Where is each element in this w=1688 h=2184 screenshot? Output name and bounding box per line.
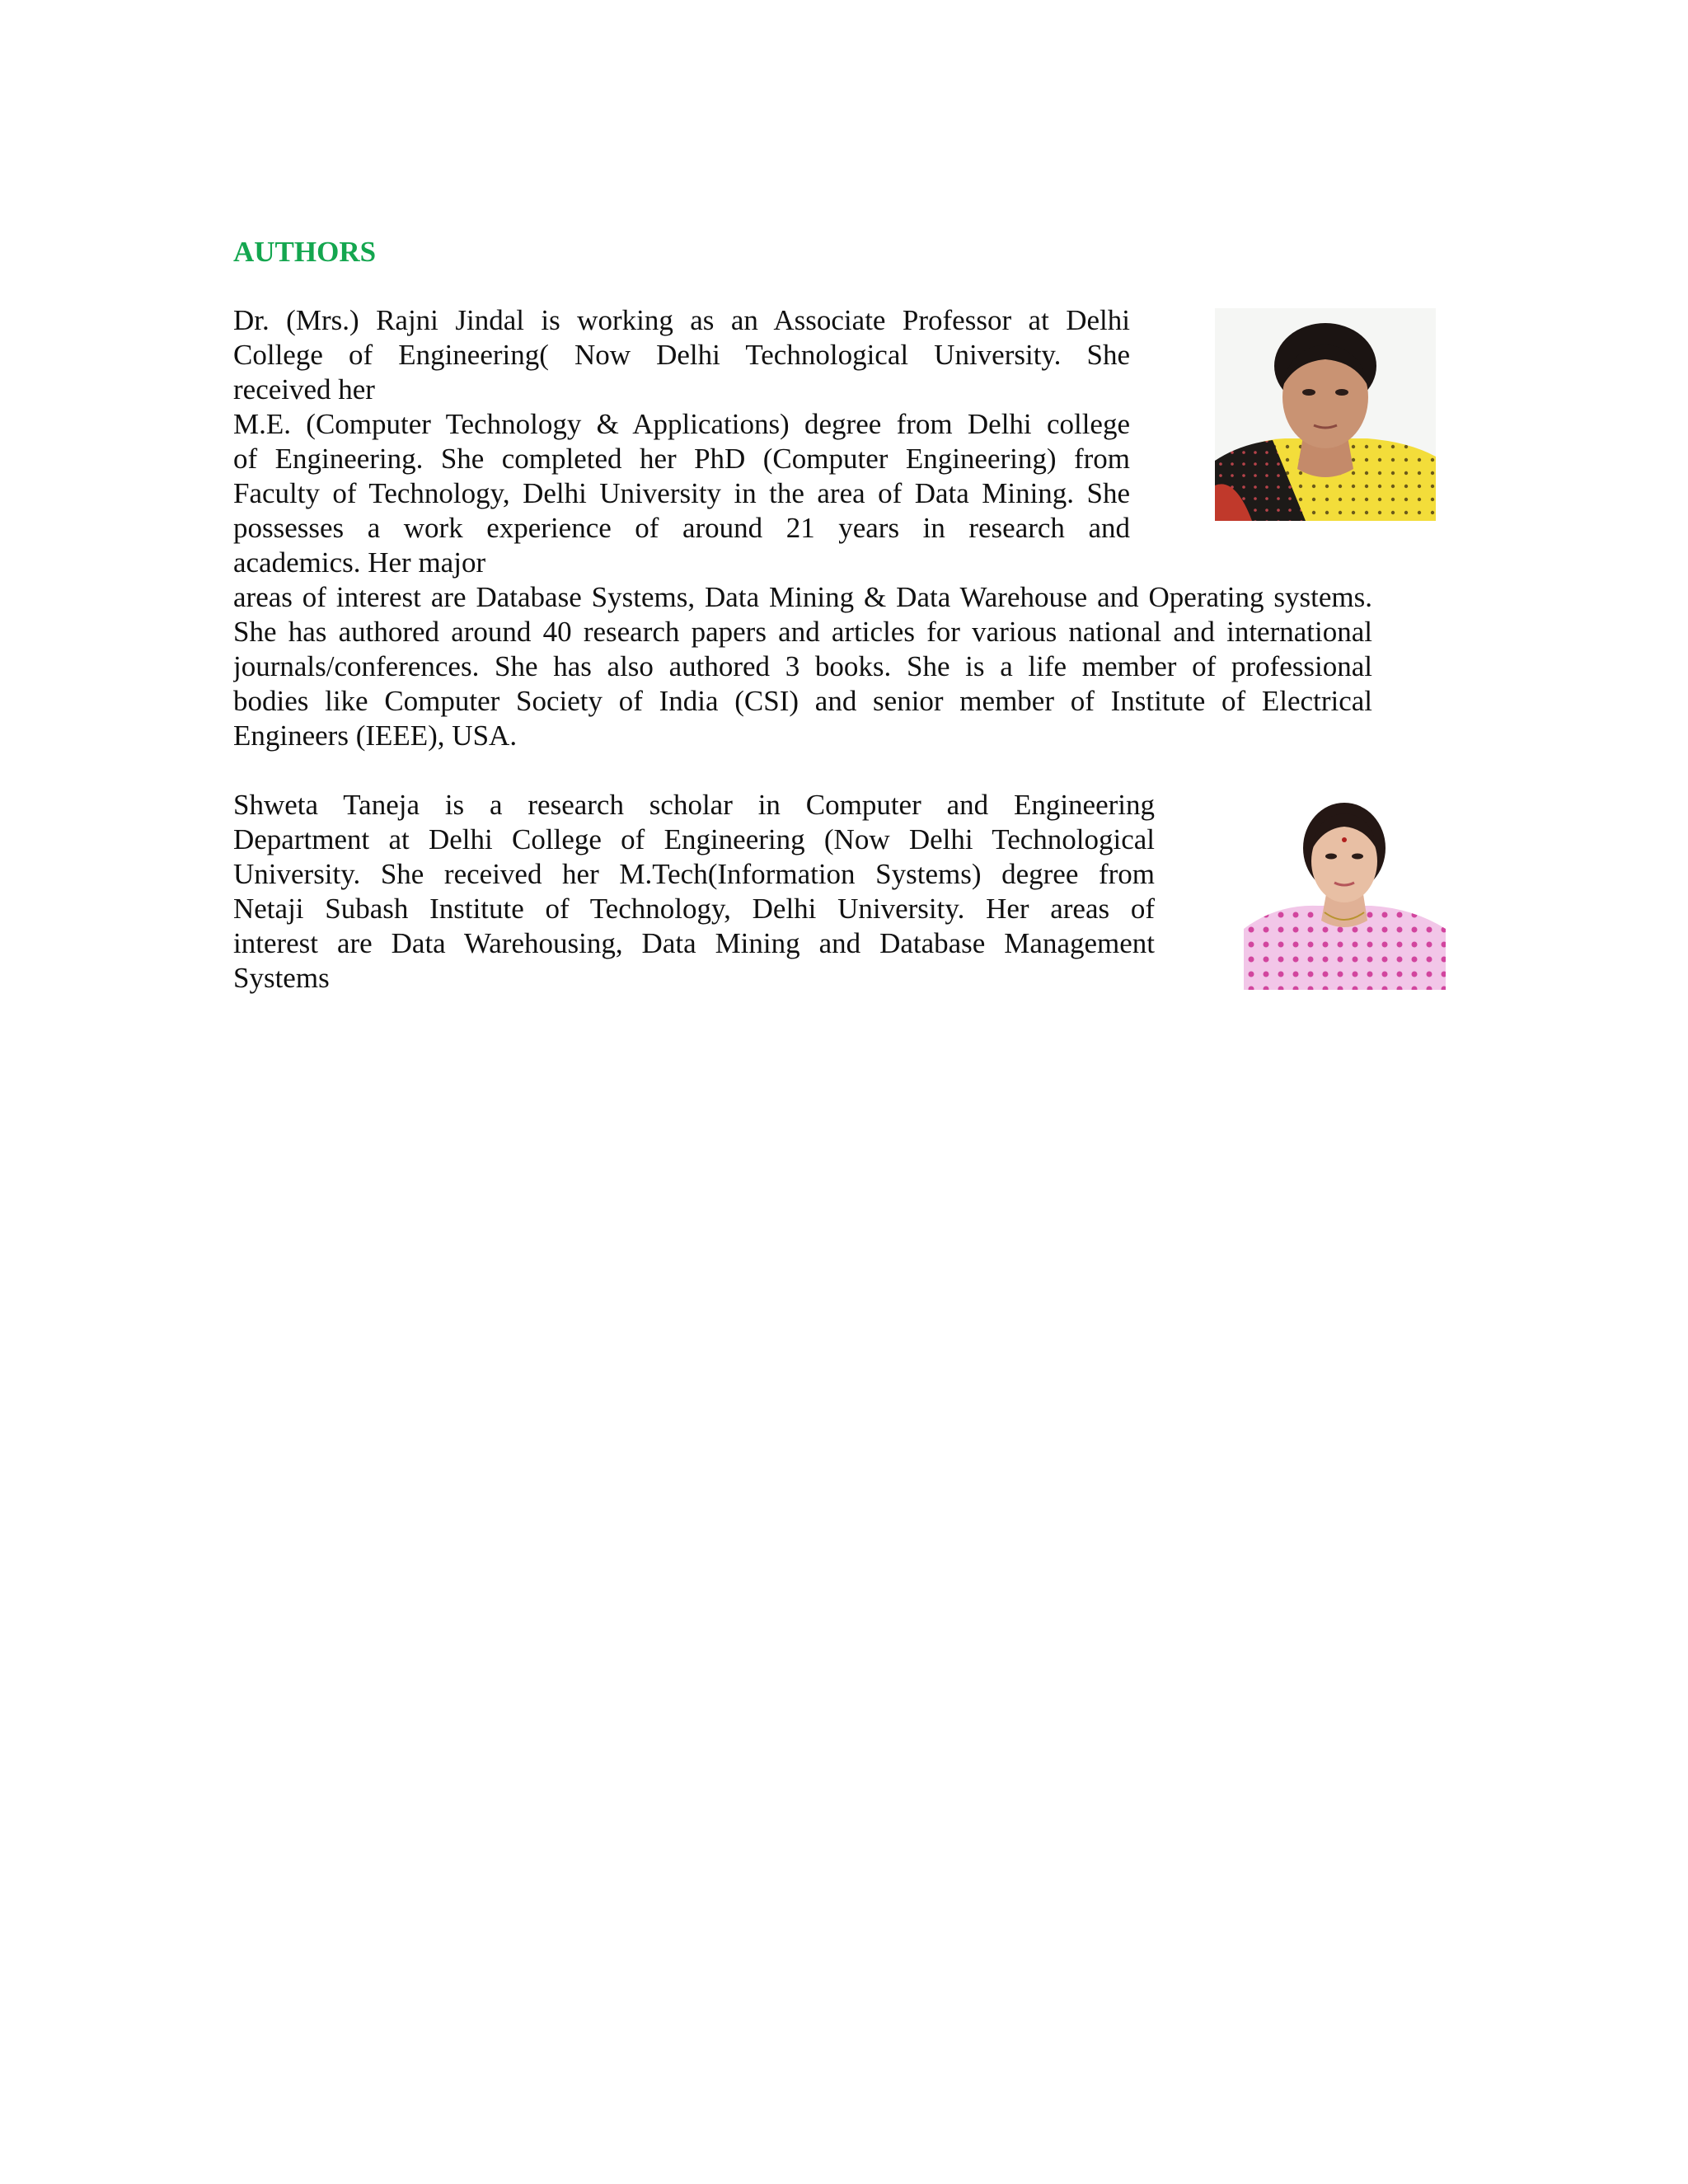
bio-line: journals/conferences. She has also authored 3 books. She is a life member of professional bbox=[233, 650, 1372, 682]
author-2-photo bbox=[1244, 789, 1446, 990]
bio-line: academics. Her major bbox=[233, 546, 486, 579]
bio-line: possesses a work experience of around 21 years in research and bbox=[233, 512, 1130, 544]
bio-line: Dr. (Mrs.) Rajni Jindal is working as an Associate Professor at Delhi bbox=[233, 304, 1130, 336]
bio-line: Faculty of Technology, Delhi University in the area of Data Mining. She bbox=[233, 477, 1130, 509]
bio-line: of Engineering. She completed her PhD (Computer Engineering) from bbox=[233, 443, 1130, 475]
bio-line: interest are Data Warehousing, Data Mining and Database Management bbox=[233, 927, 1155, 959]
bio-line: Shweta Taneja is a research scholar in Computer and Engineering bbox=[233, 789, 1155, 821]
bio-line: M.E. (Computer Technology & Applications) degree from Delhi college bbox=[233, 408, 1130, 440]
bio-line: She has authored around 40 research papers and articles for various national and international bbox=[233, 616, 1372, 648]
bio-line: Netaji Subash Institute of Technology, Delhi University. Her areas of bbox=[233, 893, 1155, 925]
bio-line: College of Engineering( Now Delhi Technological University. She bbox=[233, 339, 1130, 371]
author-1-photo bbox=[1215, 308, 1436, 521]
bio-line: University. She received her M.Tech(Information Systems) degree from bbox=[233, 858, 1155, 890]
bio-line: Engineers (IEEE), USA. bbox=[233, 719, 518, 752]
bio-line: areas of interest are Database Systems, Data Mining & Data Warehouse and Operating systems. bbox=[233, 581, 1372, 613]
bio-line: Systems bbox=[233, 962, 330, 994]
bio-line: received her bbox=[233, 373, 375, 405]
section-heading: AUTHORS bbox=[233, 236, 377, 268]
bio-line: bodies like Computer Society of India (CSI) and senior member of Institute of Electrical bbox=[233, 685, 1372, 717]
bio-line: Department at Delhi College of Engineering (Now Delhi Technological bbox=[233, 823, 1155, 855]
